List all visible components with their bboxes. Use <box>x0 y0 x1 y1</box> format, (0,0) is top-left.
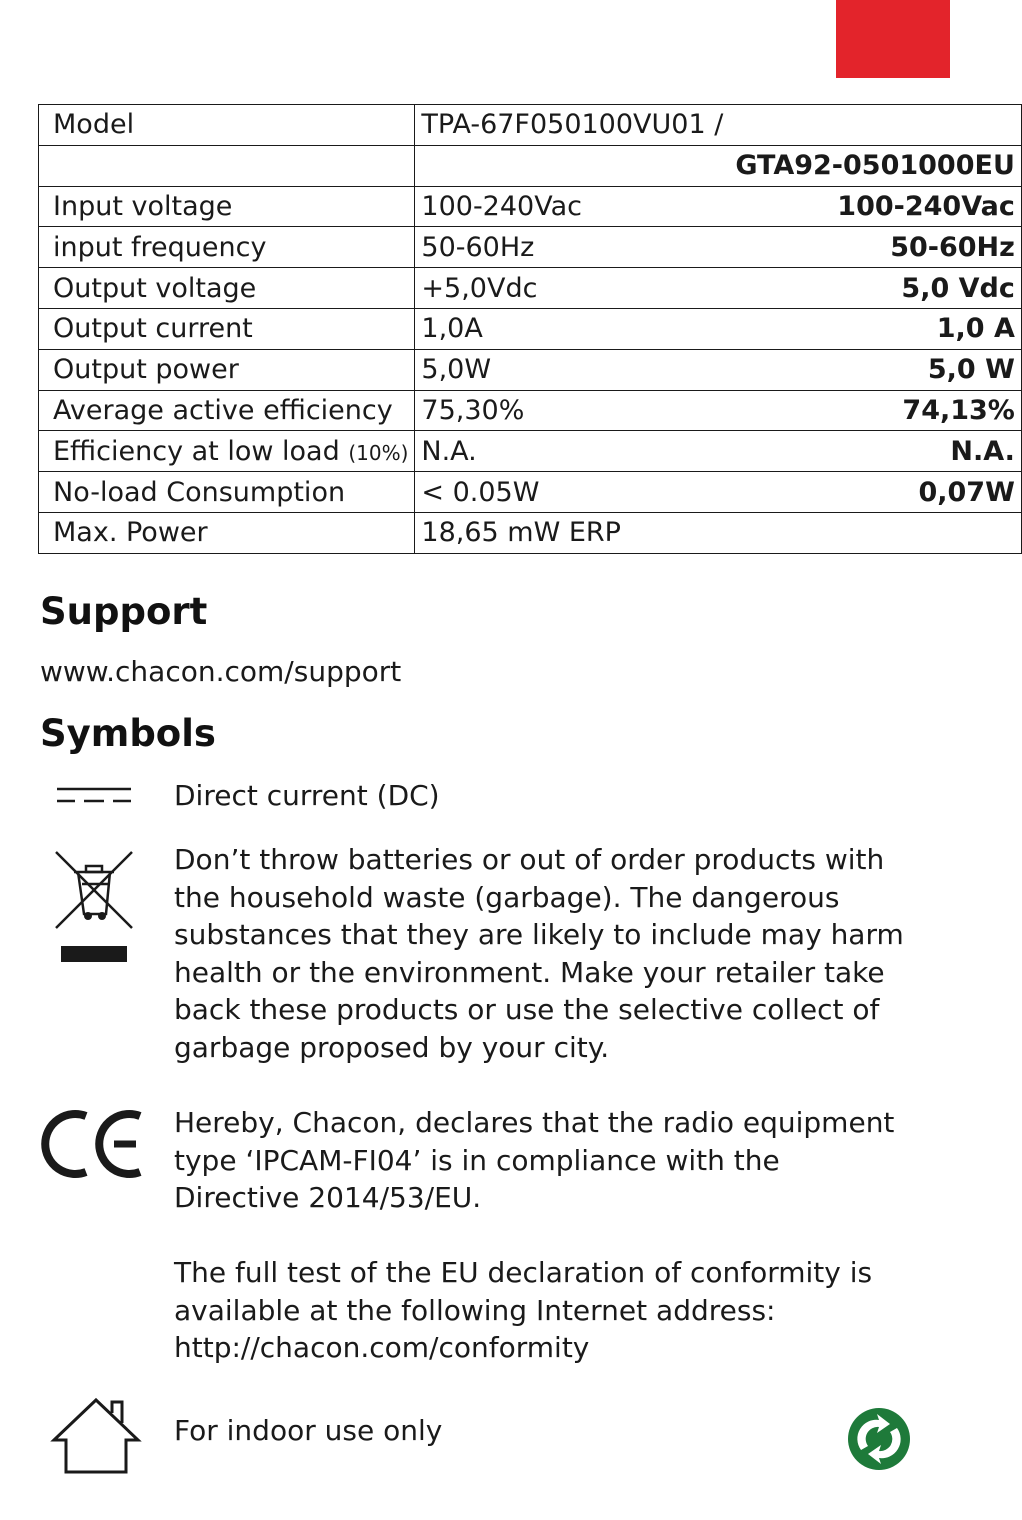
spec-label-with-note <box>39 431 415 472</box>
crossed-out-bin-icon <box>52 848 136 966</box>
spec-value: 50-60Hz <box>415 227 729 268</box>
table-row <box>39 105 1022 146</box>
table-row <box>39 308 1022 349</box>
spec-value-alt: 50-60Hz <box>729 227 1021 268</box>
spec-value: N.A. <box>415 431 729 472</box>
spec-label: Output power <box>39 349 415 390</box>
spec-value: < 0.05W <box>415 472 729 513</box>
table-row <box>39 186 1022 227</box>
spec-value-alt: 5,0 W <box>729 349 1021 390</box>
table-row <box>39 268 1022 309</box>
spec-label: Max. Power <box>39 512 415 553</box>
spec-value <box>415 145 729 186</box>
spec-value: 5,0W <box>415 349 729 390</box>
symbols-heading: Symbols <box>40 712 216 755</box>
spec-label: Input voltage <box>39 186 415 227</box>
table-row <box>39 227 1022 268</box>
spec-label-note: (10%) <box>348 440 409 465</box>
spec-value: 18,65 mW ERP <box>415 512 1021 553</box>
table-row <box>39 349 1022 390</box>
spec-value-alt: 100-240Vac <box>729 186 1021 227</box>
indoor-use-text: For indoor use only <box>174 1414 443 1447</box>
spec-value: +5,0Vdc <box>415 268 729 309</box>
house-icon <box>50 1396 142 1476</box>
green-dot-icon <box>846 1406 912 1472</box>
spec-value: 100-240Vac <box>415 186 729 227</box>
spec-value-alt: GTA92-0501000EU <box>729 145 1021 186</box>
table-row <box>39 390 1022 431</box>
spec-value: TPA-67F050100VU01 / <box>415 105 729 146</box>
spec-value: 75,30% <box>415 390 729 431</box>
spec-value: 1,0A <box>415 308 729 349</box>
dc-description: Direct current (DC) <box>174 779 440 812</box>
support-heading: Support <box>40 590 208 633</box>
ce-declaration-text: Hereby, Chacon, declares that the radio equipment type ‘IPCAM-FI04’ is in compliance with the Directive 2014/53/EU. <box>174 1106 895 1215</box>
support-url: www.chacon.com/support <box>40 655 402 688</box>
spec-value-alt: 1,0 A <box>729 308 1021 349</box>
spec-label: Output voltage <box>39 268 415 309</box>
spec-label: No-load Consumption <box>39 472 415 513</box>
ce-mark-icon <box>48 1108 144 1180</box>
spec-label: Model <box>39 105 415 146</box>
spec-label: input frequency <box>39 227 415 268</box>
table-row <box>39 512 1022 553</box>
table-row <box>39 145 1022 186</box>
spec-label: Average active efficiency <box>39 390 415 431</box>
spec-value-alt: 74,13% <box>729 390 1021 431</box>
spec-value-alt: 0,07W <box>729 472 1021 513</box>
specifications-table <box>38 104 1022 554</box>
spec-value-alt: 5,0 Vdc <box>729 268 1021 309</box>
table-row <box>39 472 1022 513</box>
spec-value-alt: N.A. <box>729 431 1021 472</box>
red-corner-tab <box>836 0 950 78</box>
conformity-info-text: The full test of the EU declaration of conformity is available at the following Internet address: http://chacon.com/conformity <box>174 1256 873 1365</box>
spec-label <box>39 145 415 186</box>
spec-label: Efficiency at low load <box>53 435 340 467</box>
spec-value-alt <box>729 105 1021 146</box>
weee-description: Don’t throw batteries or out of order products with the household waste (garbage). The dangerous substances that they are likely to include may harm health or the environment. Make your retailer take back these products or use the selective collect of garbage proposed by your city. <box>174 843 904 1064</box>
direct-current-icon <box>55 784 133 806</box>
spec-label: Output current <box>39 308 415 349</box>
table-row <box>39 431 1022 472</box>
